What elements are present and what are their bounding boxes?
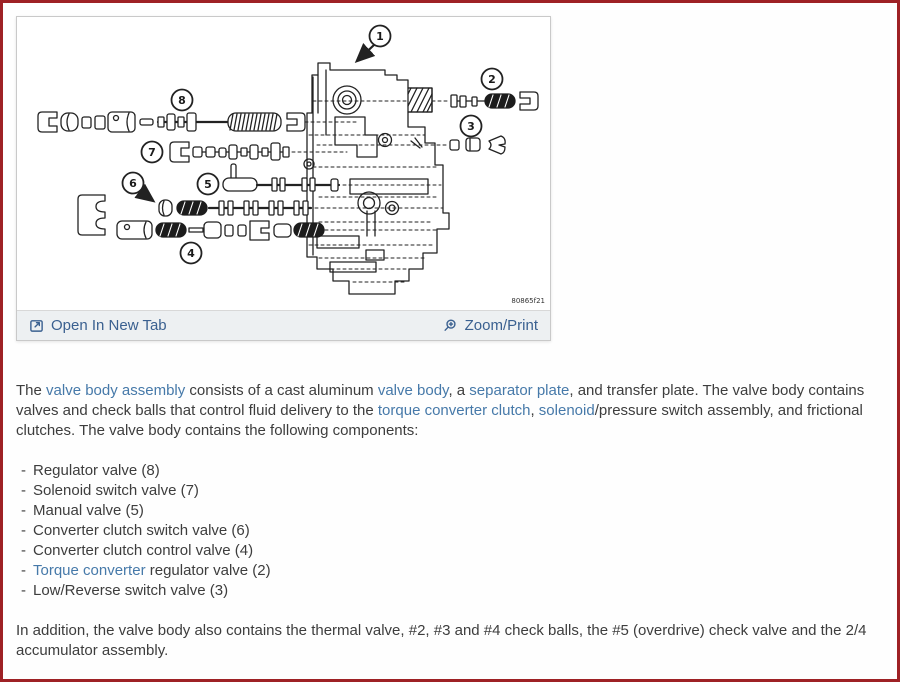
text-run: /pressure switch assembly, and frictional clutches. The valve body contains the following components: [16, 402, 863, 439]
text-run: Low/Reverse switch valve (3) [33, 582, 229, 599]
part-row-torque-converter-regulator-valve [451, 92, 538, 110]
svg-text:6: 6 [129, 177, 137, 190]
text-run: Converter clutch control valve (4) [33, 542, 254, 559]
svg-text:4: 4 [187, 247, 195, 260]
text-run: Regulator valve (8) [33, 462, 160, 479]
svg-text:2: 2 [488, 73, 496, 86]
zoom-print-label: Zoom/Print [464, 317, 538, 334]
text-run: Solenoid switch valve (7) [33, 482, 199, 499]
list-marker: - [21, 562, 26, 579]
text-run: Converter clutch switch valve (6) [33, 522, 250, 539]
part-row-regulator-valve [38, 112, 305, 132]
inline-link[interactable]: valve body [377, 382, 449, 399]
callout-1 [370, 26, 391, 47]
text-run: Manual valve (5) [33, 502, 144, 519]
callout-4 [181, 243, 202, 264]
component-item [16, 461, 888, 481]
closing-paragraph [16, 621, 888, 661]
inline-link[interactable]: torque converter clutch [377, 402, 531, 419]
text-run: The [16, 382, 47, 399]
list-marker: - [21, 582, 26, 599]
inline-link[interactable]: separator plate [469, 382, 570, 399]
svg-text:7: 7 [148, 146, 156, 159]
figure-code: 80865f21 [511, 297, 545, 305]
callout-2 [482, 69, 503, 90]
valve-body-diagram-figure [17, 17, 550, 310]
article-body [16, 381, 888, 681]
open-in-new-tab-link[interactable] [29, 317, 167, 334]
component-list [16, 461, 888, 601]
svg-text:1: 1 [376, 30, 384, 43]
text-run: , [530, 402, 539, 419]
text-run: regulator valve (2) [145, 562, 271, 579]
svg-text:3: 3 [467, 120, 475, 133]
magnifier-plus-icon [443, 318, 458, 333]
component-item [16, 581, 888, 601]
exploded-diagram [17, 17, 550, 310]
component-item [16, 561, 888, 581]
text-run: In addition, the valve body also contains the thermal valve, #2, #3 and #4 check balls, the #5 (overdrive) check valve and the 2/4 accumulator assembly. [16, 622, 867, 659]
intro-paragraph [16, 381, 888, 441]
list-marker: - [21, 502, 26, 519]
callout-8 [172, 90, 193, 111]
text-run: , a [448, 382, 470, 399]
part-row-converter-clutch-switch-valve [159, 200, 311, 216]
list-marker: - [21, 462, 26, 479]
part-row-low-reverse-switch-valve [450, 136, 505, 154]
open-in-new-tab-icon [29, 318, 44, 333]
inline-link[interactable]: valve body assembly [46, 382, 186, 399]
zoom-print-link[interactable] [443, 317, 538, 334]
list-marker: - [21, 542, 26, 559]
component-item [16, 501, 888, 521]
valve-body-housing [292, 63, 450, 294]
list-marker: - [21, 482, 26, 499]
svg-text:8: 8 [178, 94, 186, 107]
callout-7 [142, 142, 163, 163]
component-item [16, 521, 888, 541]
text-run: , and transfer plate. The valve body contains valves and check balls that control fluid delivery to the [16, 382, 865, 419]
component-item [16, 481, 888, 501]
inline-link[interactable]: solenoid [538, 402, 595, 419]
callout-6 [123, 173, 144, 194]
figure-panel [16, 16, 551, 341]
inline-link[interactable]: Torque converter [33, 562, 146, 579]
text-run: consists of a cast aluminum [185, 382, 378, 399]
part-row-solenoid-switch-valve [170, 142, 289, 162]
callout-3 [461, 116, 482, 137]
callout-5 [198, 174, 219, 195]
part-row-manual-valve [223, 164, 339, 191]
open-in-new-tab-label: Open In New Tab [51, 317, 167, 334]
figure-toolbar [17, 310, 550, 340]
list-marker: - [21, 522, 26, 539]
component-item [16, 541, 888, 561]
svg-text:5: 5 [204, 178, 212, 191]
